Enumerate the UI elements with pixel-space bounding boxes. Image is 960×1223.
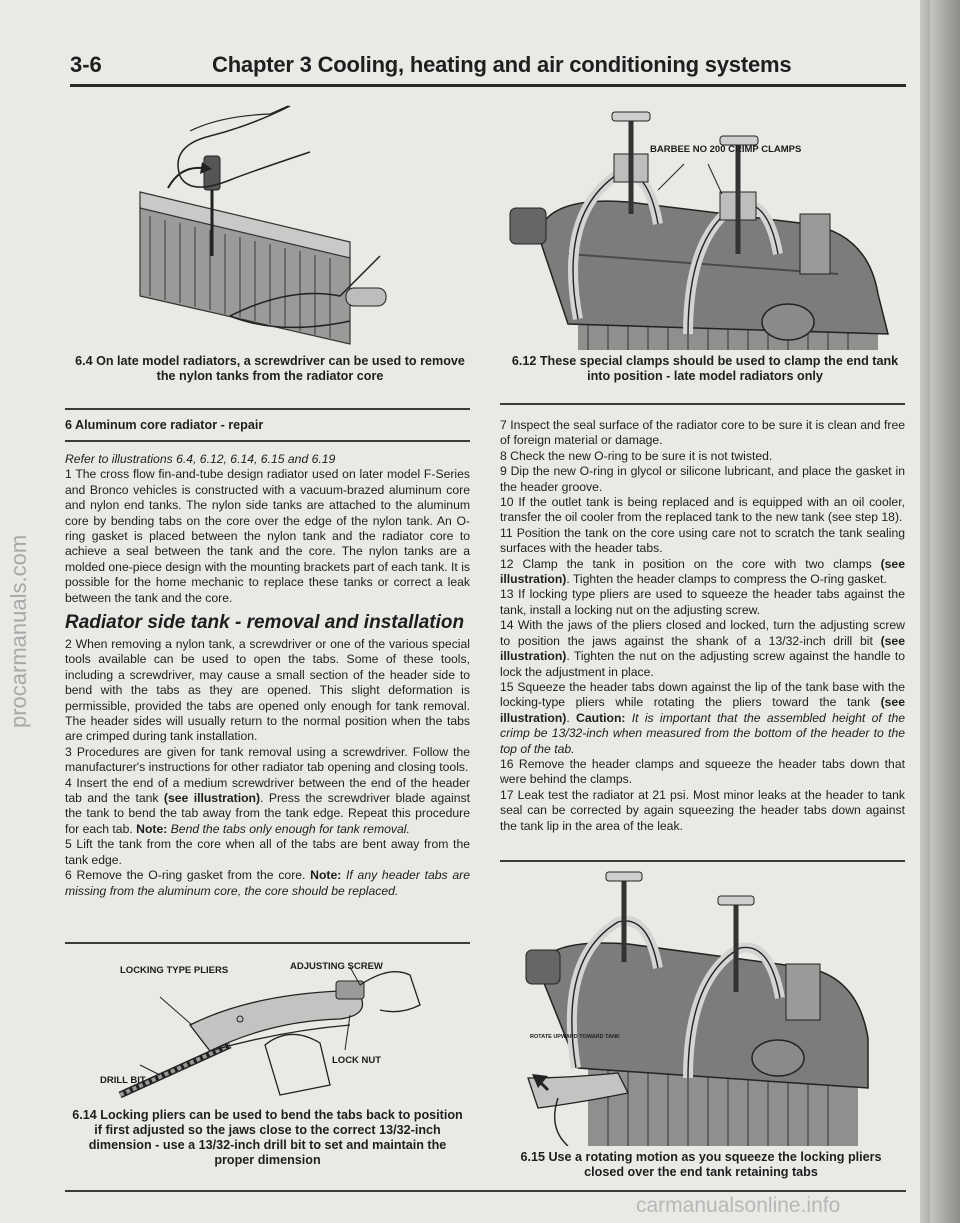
figure-6-14-callout-screw: ADJUSTING SCREW xyxy=(290,961,383,972)
section-rule-bottom xyxy=(65,440,470,442)
p15-caution: Caution: xyxy=(576,710,626,725)
p15-caution-text: It is important that the assembled height of the crimp be 13/32-inch when measured from the bottom of the header to the top of the tab. xyxy=(500,710,905,756)
figure-6-14-callout-drill: DRILL BIT xyxy=(100,1075,146,1086)
left-bottom-rule xyxy=(65,942,470,944)
figure-6-15-callout: ROTATE UPWARD TOWARD TANK xyxy=(530,1034,621,1040)
figure-6-15-caption: 6.15 Use a rotating motion as you squeeze the locking pliers closed over the end tank retaining tabs xyxy=(520,1150,882,1179)
paragraph-3: 3 Procedures are given for tank removal using a screwdriver. Follow the manufacturer's instructions for other radiator tab opening and closing tools. xyxy=(65,744,470,775)
p12-text: 12 Clamp the tank in position on the core with two clamps xyxy=(500,556,881,571)
p15-text: 15 Squeeze the header tabs down against the lip of the tank base with the locking-type pliers while rotating the pliers toward the tank xyxy=(500,679,905,710)
paragraph-13: 13 If locking type pliers are used to squeeze the header tabs against the tank, install a locking nut on the adjusting screw. xyxy=(500,587,905,617)
subheading-side-tank: Radiator side tank - removal and installation xyxy=(65,612,465,633)
p14-see-illustration: (see illustration) xyxy=(500,633,905,664)
figure-6-4-illustration xyxy=(120,96,460,346)
paragraph-9: 9 Dip the new O-ring in glycol or silicone lubricant, and place the gasket in the header groove. xyxy=(500,464,905,494)
section-heading: 6 Aluminum core radiator - repair xyxy=(65,418,264,432)
p14-text: 14 With the jaws of the pliers closed and locked, turn the adjusting screw to position the jaws against the shank of a 13/32-inch drill bit xyxy=(500,618,905,648)
p4-see-illustration: (see illustration) xyxy=(163,791,261,806)
p12-see-illustration: (see illustration) xyxy=(500,556,905,587)
watermark-left xyxy=(4,500,34,730)
figure-6-12-caption: 6.12 These special clamps should be used to clamp the end tank into position - late model radiators only xyxy=(511,354,899,383)
paragraph-11: 11 Position the tank on the core using care not to scratch the tank sealing surfaces with the header tabs. xyxy=(500,525,905,556)
p14-text-2: . Tighten the nut on the adjusting screw against the handle to lock the adjustment in place. xyxy=(500,649,905,679)
figure-6-14-callout-nut: LOCK NUT xyxy=(332,1055,382,1066)
paragraph-10: 10 If the outlet tank is being replaced and is equipped with an oil cooler, transfer the oil cooler from the replaced tank to the new tank (see step 18). xyxy=(500,495,905,525)
paragraph-15 xyxy=(500,680,905,757)
paragraph-14 xyxy=(500,618,905,680)
paragraph-17: 17 Leak test the radiator at 21 psi. Most minor leaks at the header to tank seal can be corrected by again squeezing the header tabs down against the tank lip in the area of the leak. xyxy=(500,787,905,833)
page-number: 3-6 xyxy=(70,52,102,77)
left-column-text xyxy=(65,452,470,606)
p15-see-illustration: (see illustration) xyxy=(500,695,905,725)
page-header xyxy=(70,48,906,88)
chapter-title: Chapter 3 Cooling, heating and air conditioning systems xyxy=(212,52,792,77)
paragraph-5: 5 Lift the tank from the core when all of the tabs are bent away from the tank edge. xyxy=(65,837,470,867)
paragraph-2: 2 When removing a nylon tank, a screwdriver or one of the various special tools available can be used to open the tabs. Some of these tools, including a screwdriver, may cause a small section of the header side to bend with the tabs as they are opened. This slight deformation is permissible, provided the tabs are opened only enough for tank removal. The header sides will usually return to the normal position when the tabs are crimped during tank installation. xyxy=(65,637,470,744)
p4-note: Note: xyxy=(136,821,168,836)
left-column-text-2 xyxy=(65,637,470,899)
p4-note-text: Bend the tabs only enough for tank removal. xyxy=(167,821,410,836)
header-rule xyxy=(70,84,906,87)
p12-text-2: . Tighten the header clamps to compress the O-ring gasket. xyxy=(566,572,887,587)
figure-6-4-caption: 6.4 On late model radiators, a screwdriver can be used to remove the nylon tanks from the radiator core xyxy=(75,354,465,383)
figure-6-15-illustration xyxy=(508,868,888,1146)
figure-6-14-caption: 6.14 Locking pliers can be used to bend the tabs back to position if first adjusted so the jaws close to the correct 13/32-inch dimension - use a 13/32-inch drill bit to set and maintain the proper dimension xyxy=(72,1108,463,1167)
p6-text: 6 Remove the O-ring gasket from the core. xyxy=(65,868,311,883)
p15-text-2: . xyxy=(566,710,577,725)
paragraph-1: 1 The cross flow fin-and-tube design radiator used on later model F-Series and Bronco vehicles is constructed with a vacuum-brazed aluminum core and nylon end tanks. The nylon side tanks are attached to the aluminum core by bending tabs on the core over the edge of the nylon tank. An O-ring gasket is placed between the nylon tank and the radiator core to achieve a seal between the tank and the core. The nylon tanks are a molded one-piece design with the mounting brackets part of each tank. It is possible for the home mechanic to replace these tanks or correct a leak between the tank and the core. xyxy=(65,467,470,605)
refer-illustrations: Refer to illustrations 6.4, 6.12, 6.14, 6.15 and 6.19 xyxy=(65,452,336,466)
paragraph-12 xyxy=(500,557,905,588)
paragraph-7: 7 Inspect the seal surface of the radiator core to be sure it is clean and free of foreign material or damage. xyxy=(500,418,905,448)
book-binding-shadow xyxy=(930,0,960,1223)
paragraph-6 xyxy=(65,868,470,899)
figure-6-14-illustration xyxy=(100,955,440,1105)
figure-6-14-callout-pliers: LOCKING TYPE PLIERS xyxy=(120,965,229,976)
paragraph-16: 16 Remove the header clamps and squeeze the header tabs down that were behind the clamps. xyxy=(500,756,905,787)
page-bottom-rule xyxy=(65,1190,906,1192)
right-top-rule xyxy=(500,403,905,405)
paragraph-4 xyxy=(65,776,470,838)
p6-note: Note: xyxy=(310,868,342,883)
figure-6-12-illustration xyxy=(508,104,906,350)
paragraph-8: 8 Check the new O-ring to be sure it is not twisted. xyxy=(500,448,773,463)
p4-text: 4 Insert the end of a medium screwdriver between the end of the header tab and the tank xyxy=(65,775,470,806)
right-bottom-rule xyxy=(500,860,905,862)
right-column-text xyxy=(500,418,905,834)
figure-6-12-callout: BARBEE NO 200 CRIMP CLAMPS xyxy=(650,144,802,155)
watermark-left-text: procarmanuals.com xyxy=(6,534,31,728)
p4-text-2: . Press the screwdriver blade against the tank to bend the tab away from the tank edge. Repeat this procedure for each tab. xyxy=(65,791,470,836)
section-rule-top xyxy=(65,408,470,410)
p6-note-text: If any header tabs are missing from the aluminum core, the core should be replaced. xyxy=(65,868,471,898)
watermark-bottom: carmanualsonline.info xyxy=(636,1194,841,1217)
